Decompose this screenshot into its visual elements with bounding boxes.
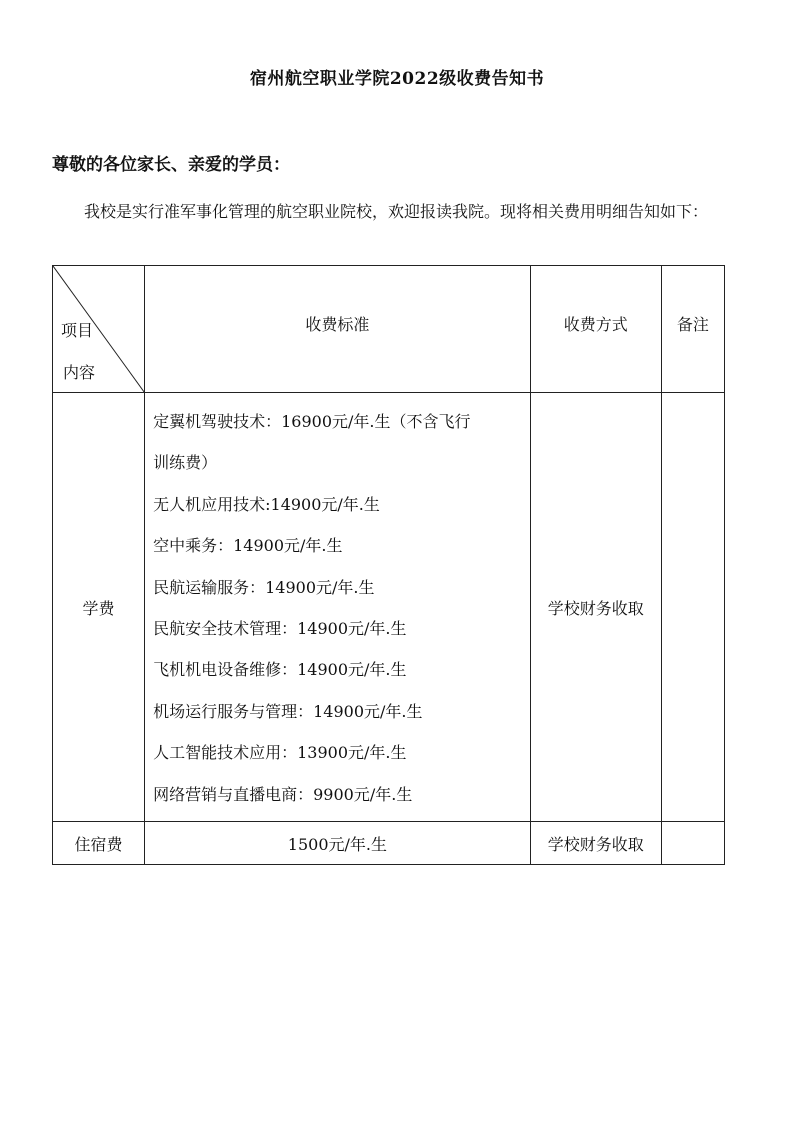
table-row-dorm — [53, 822, 725, 865]
tuition-item: 人工智能技术应用：13900元/年.生 — [153, 743, 407, 763]
tuition-item: 无人机应用技术:14900元/年.生 — [153, 494, 380, 514]
greeting: 尊敬的各位家长、亲爱的学员： — [52, 155, 290, 175]
tuition-item: 飞机机电设备维修：14900元/年.生 — [153, 660, 407, 680]
tuition-item: 机场运行服务与管理：14900元/年.生 — [153, 701, 423, 721]
corner-label-content: 内容 — [63, 363, 96, 382]
corner-label-project: 项目 — [61, 321, 94, 340]
tuition-item: 定翼机驾驶技术：16900元/年.生（不含飞行 — [153, 412, 471, 431]
tuition-item: 训练费） — [153, 453, 218, 473]
tuition-item: 民航安全技术管理：14900元/年.生 — [153, 619, 407, 639]
tuition-item: 网络营销与直播电商：9900元/年.生 — [153, 784, 413, 804]
dorm-method: 学校财务收取 — [530, 822, 661, 865]
tuition-item: 民航运输服务：14900元/年.生 — [153, 577, 375, 597]
header-remark: 备注 — [661, 266, 724, 393]
diagonal-header-cell — [53, 266, 145, 393]
table-header-row — [53, 266, 725, 393]
intro-paragraph: 我校是实行准军事化管理的航空职业院校，欢迎报读我院。现将相关费用明细告知如下： — [84, 202, 709, 221]
table-row-tuition — [53, 393, 725, 822]
tuition-remark — [661, 393, 724, 822]
header-method: 收费方式 — [530, 266, 661, 393]
dorm-remark — [661, 822, 724, 865]
fee-table — [52, 265, 725, 865]
tuition-method: 学校财务收取 — [530, 393, 661, 822]
header-standard: 收费标准 — [145, 266, 531, 393]
document-title: 宿州航空职业学院2022级收费告知书 — [249, 69, 545, 89]
dorm-label: 住宿费 — [53, 822, 145, 865]
dorm-standard: 1500元/年.生 — [145, 822, 531, 865]
tuition-items — [145, 393, 531, 822]
tuition-label: 学费 — [53, 393, 145, 822]
tuition-item: 空中乘务：14900元/年.生 — [153, 536, 343, 556]
